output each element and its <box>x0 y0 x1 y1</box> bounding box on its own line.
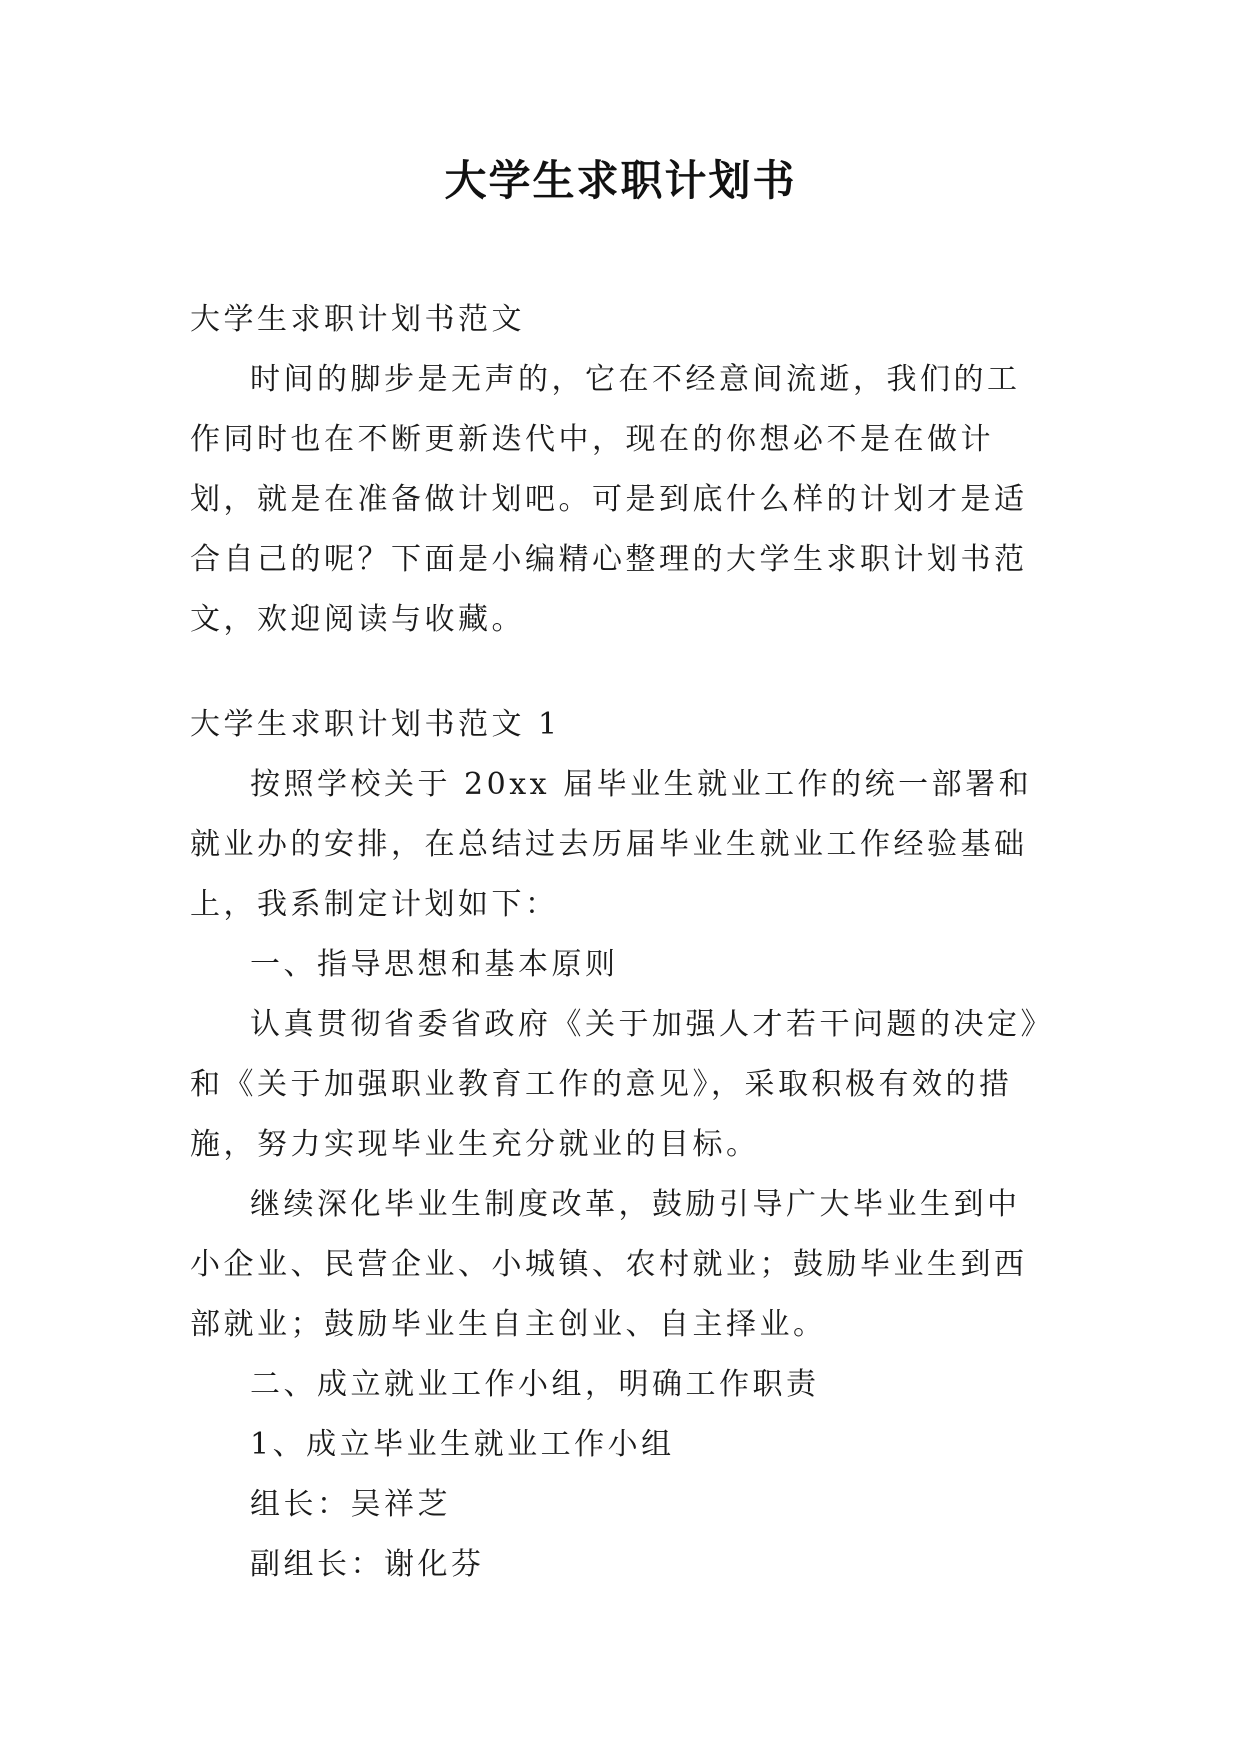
policy-paragraph: 认真贯彻省委省政府《关于加强人才若干问题的决定》和《关于加强职业教育工作的意见》，采取积极有效的措施，努力实现毕业生充分就业的目标。 <box>190 1007 1039 1162</box>
list-item-work-group: 1、成立毕业生就业工作小组 <box>250 1427 675 1462</box>
section-heading-work-group: 二、成立就业工作小组，明确工作职责 <box>250 1367 820 1402</box>
intro-paragraph: 时间的脚步是无声的，它在不经意间流逝，我们的工作同时也在不断更新迭代中，现在的你想必不是在做计划，就是在准备做计划吧。可是到底什么样的计划才是适合自己的呢？下面是小编精心整理的大学生求职计划书范文，欢迎阅读与收藏。 <box>190 362 1028 637</box>
sample-heading: 大学生求职计划书范文 1 <box>190 707 561 742</box>
section-heading: 大学生求职计划书范文 <box>190 302 525 337</box>
section-heading-guiding-principles: 一、指导思想和基本原则 <box>250 947 619 982</box>
document-title: 大学生求职计划书 <box>444 156 797 205</box>
group-leader: 组长：吴祥芝 <box>250 1487 451 1522</box>
plan-intro-paragraph: 按照学校关于 20xx 届毕业生就业工作的统一部署和就业办的安排，在总结过去历届毕业生就业工作经验基础上，我系制定计划如下： <box>190 767 1033 922</box>
document-body <box>190 290 1052 1595</box>
reform-paragraph: 继续深化毕业生制度改革，鼓励引导广大毕业生到中小企业、民营企业、小城镇、农村就业；鼓励毕业生到西部就业；鼓励毕业生自主创业、自主择业。 <box>190 1187 1028 1342</box>
deputy-group-leader: 副组长：谢化芬 <box>250 1547 485 1582</box>
paragraph-gap <box>190 650 1052 695</box>
